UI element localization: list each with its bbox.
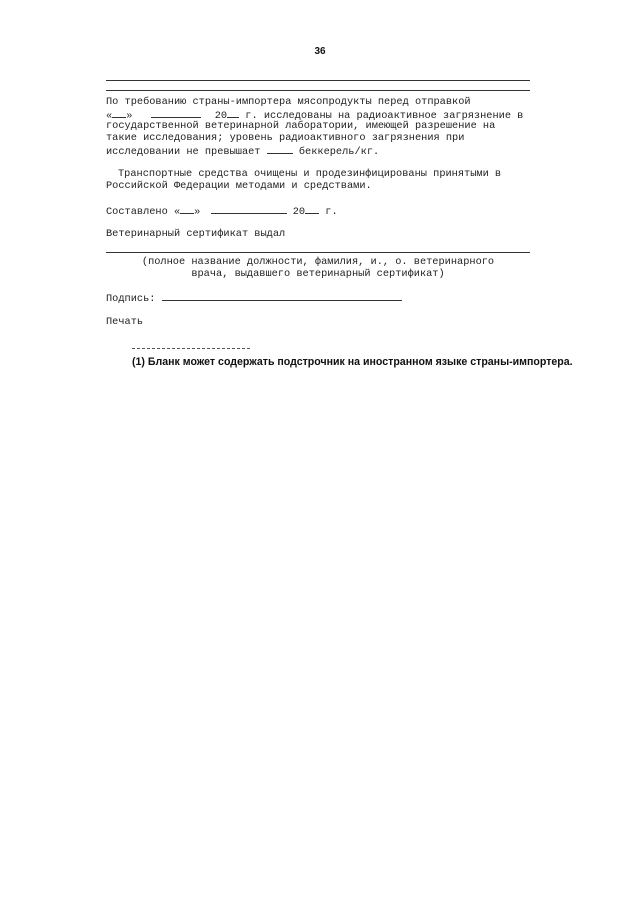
compiled-year-blank xyxy=(305,204,319,214)
compiled-year-suffix: г. xyxy=(325,206,338,218)
radiation-line-1: По требованию страны-импортера мясопродукты перед отправкой xyxy=(106,96,471,108)
signature-line xyxy=(106,291,530,306)
radiation-line-3: государственной ветеринарной лаборатории, имеющей разрешение на xyxy=(106,120,496,132)
page-number: 36 xyxy=(314,46,326,57)
top-rule-2 xyxy=(106,90,530,91)
signature-blank xyxy=(162,291,402,301)
radiation-line-5-start: исследовании не превышает xyxy=(106,146,261,158)
year-blank xyxy=(227,108,239,118)
radiation-line-5-end: беккерель/кг. xyxy=(298,146,380,158)
radiation-line-2-rest: г. исследованы на радиоактивное загрязнение в xyxy=(245,110,524,122)
transport-line-2: Российской Федерации методами и средствами. xyxy=(106,180,372,192)
quote-close: » xyxy=(126,110,133,122)
issuer-caption-line-2: врача, выдавшего ветеринарный сертификат) xyxy=(191,268,445,280)
compiled-quote-open: « xyxy=(173,206,181,218)
quote-open: « xyxy=(106,110,113,122)
footnote-separator xyxy=(132,348,250,349)
compiled-quote-close: » xyxy=(194,206,201,218)
year-prefix: 20 xyxy=(214,110,228,122)
issuer-caption-line-1: (полное название должности, фамилия, и., о. ветеринарного xyxy=(141,256,495,268)
signature-label: Подпись: xyxy=(106,293,156,305)
transport-line-1: Транспортные средства очищены и продезинфицированы принятыми в xyxy=(118,168,502,180)
level-blank xyxy=(267,144,293,154)
compiled-line xyxy=(106,204,530,219)
day-blank xyxy=(112,108,126,118)
footnote-text: (1) Бланк может содержать подстрочник на иностранном языке страны-импортера. xyxy=(132,356,573,368)
compiled-label: Составлено xyxy=(106,206,168,218)
month-blank xyxy=(151,108,201,118)
compiled-month-blank xyxy=(211,204,287,214)
radiation-line-5 xyxy=(106,144,530,159)
certificate-issued-label: Ветеринарный сертификат выдал xyxy=(106,228,286,240)
stamp-label: Печать xyxy=(106,316,144,328)
issuer-rule xyxy=(106,252,530,253)
radiation-line-4: такие исследования; уровень радиоактивного загрязнения при xyxy=(106,132,465,144)
compiled-year-prefix: 20 xyxy=(292,206,306,218)
compiled-day-blank xyxy=(180,204,194,214)
top-rule-1 xyxy=(106,80,530,81)
